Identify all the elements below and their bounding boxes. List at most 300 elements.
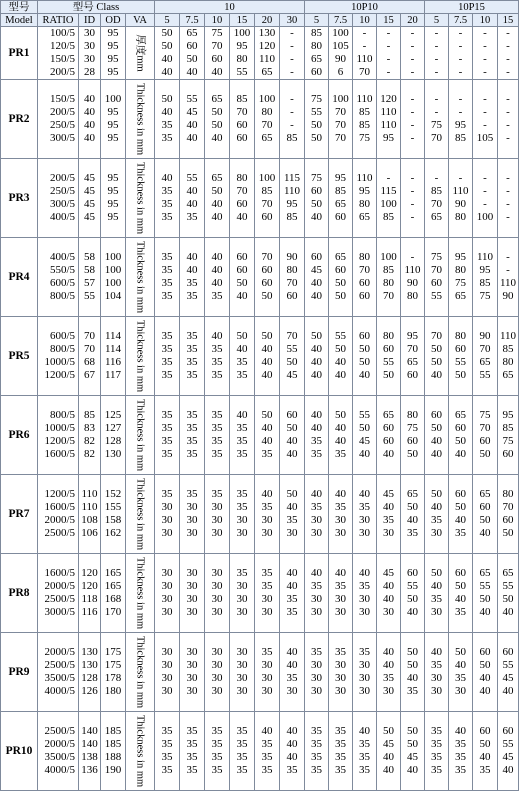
cell-value: 80 <box>455 264 466 276</box>
cell-value: 35 <box>161 330 173 342</box>
cell-value: - <box>434 53 439 65</box>
cell-value: 40 <box>236 343 248 355</box>
cell-value: 40 <box>286 738 298 750</box>
cell-value: 80 <box>359 251 370 263</box>
cell-value: 50 <box>286 356 298 368</box>
cell-value: 175 <box>104 646 122 658</box>
cell-value: 95 <box>383 132 394 144</box>
cell-value: 140 <box>81 738 98 750</box>
thickness-cell <box>180 238 205 317</box>
cell-value: 30 <box>335 593 346 605</box>
thickness-cell <box>377 80 401 159</box>
cell-value: 40 <box>261 725 273 737</box>
cell-value: 35 <box>286 606 298 618</box>
va-thickness-label <box>126 554 155 633</box>
cell-value: 55 <box>502 738 514 750</box>
thickness-cell <box>230 396 255 475</box>
cell-value: - <box>483 185 487 197</box>
cell-value: - <box>483 106 487 118</box>
cell-value: 30 <box>186 606 198 618</box>
cell-value: 28 <box>84 66 95 78</box>
cell-value: 55 <box>84 290 95 302</box>
cell-value: 35 <box>211 488 223 500</box>
cell-value: 50 <box>236 277 248 289</box>
cell-value: - <box>434 106 439 118</box>
model-name: PR9 <box>1 633 38 712</box>
cell-value: 30 <box>161 659 173 671</box>
thickness-cell <box>305 475 329 554</box>
cell-value: 35 <box>161 264 173 276</box>
cell-value: 185 <box>104 738 122 750</box>
cell-value: 30 <box>236 672 248 684</box>
cell-value: 100 <box>332 27 349 39</box>
thickness-cell <box>498 238 519 317</box>
thickness-cell <box>255 633 280 712</box>
thickness-cell <box>425 159 449 238</box>
model-name: PR6 <box>1 396 38 475</box>
cell-value: 83 <box>84 422 95 434</box>
cell-value: 65 <box>335 251 346 263</box>
cell-value: 116 <box>81 606 98 618</box>
thickness-cell <box>180 159 205 238</box>
cell-value: - <box>410 106 415 118</box>
cell-value: - <box>506 172 510 184</box>
cell-value: 60 <box>186 40 198 52</box>
model-group-row <box>1 238 519 317</box>
cell-value: - <box>506 185 510 197</box>
cell-value: 55 <box>359 409 370 421</box>
cell-value: 3500/5 <box>44 672 75 684</box>
cell-value: 85 <box>261 185 273 197</box>
cell-value: 40 <box>455 659 466 671</box>
ratio-cell <box>38 317 79 396</box>
cell-value: 1000/5 <box>44 356 75 368</box>
header-row-en <box>1 14 519 27</box>
thickness-cell <box>255 80 280 159</box>
cell-value: 30 <box>431 527 442 539</box>
cell-value: 110 <box>380 119 397 131</box>
cell-value: 114 <box>104 343 122 355</box>
cell-value: 70 <box>236 185 248 197</box>
thickness-cell <box>205 159 230 238</box>
thickness-cell <box>353 317 377 396</box>
cell-value: 55 <box>502 659 514 671</box>
cell-value: 30 <box>236 606 248 618</box>
model-name: PR2 <box>1 80 38 159</box>
cell-value: 185 <box>104 725 122 737</box>
cell-value: 30 <box>236 646 248 658</box>
cell-value: 35 <box>161 211 173 223</box>
va-thickness-label <box>126 396 155 475</box>
cell-value: - <box>458 106 463 118</box>
thickness-cell <box>280 633 305 712</box>
cell-value: 2500/5 <box>44 593 75 605</box>
cell-value: 150/5 <box>49 93 75 105</box>
cell-value: 165 <box>104 580 122 592</box>
header-ratio-class-cn: 型号 Class <box>38 1 155 14</box>
cell-value: 35 <box>161 119 173 131</box>
cell-value: 35 <box>407 527 418 539</box>
id-cell <box>79 27 101 80</box>
cell-value: 40 <box>84 93 95 105</box>
cell-value: 40 <box>335 369 346 381</box>
cell-value: 60 <box>479 501 491 513</box>
thickness-cell <box>425 554 449 633</box>
thickness-cell <box>180 80 205 159</box>
cell-value: 65 <box>383 409 394 421</box>
cell-value: 35 <box>186 356 198 368</box>
cell-value: - <box>506 198 510 210</box>
thickness-cell <box>425 80 449 159</box>
cell-value: 80 <box>311 40 322 52</box>
cell-value: 30 <box>359 593 370 605</box>
thickness-cell <box>180 633 205 712</box>
cell-value: 55 <box>479 369 491 381</box>
va-thickness-text: Thickness in mm <box>134 240 146 314</box>
cell-value: 50 <box>431 343 442 355</box>
thickness-cell <box>280 396 305 475</box>
cell-value: - <box>483 27 487 39</box>
thickness-cell <box>329 712 353 791</box>
cell-value: 30 <box>261 514 273 526</box>
thickness-cell <box>205 238 230 317</box>
cell-value: 95 <box>107 185 119 197</box>
cell-value: 60 <box>383 343 394 355</box>
cell-value: 65 <box>311 53 322 65</box>
thickness-cell <box>353 475 377 554</box>
cell-value: 30 <box>186 527 198 539</box>
cell-value: 60 <box>236 132 248 144</box>
cell-value: 40 <box>161 53 173 65</box>
cell-value: 35 <box>161 343 173 355</box>
va-thickness-text: 厚度mm <box>134 34 146 72</box>
cell-value: 40 <box>359 369 370 381</box>
cell-value: 50 <box>455 646 466 658</box>
cell-value: - <box>362 27 367 39</box>
cell-value: 35 <box>186 488 198 500</box>
cell-value: 30 <box>211 685 223 697</box>
cell-value: 35 <box>455 527 466 539</box>
thickness-cell <box>280 80 305 159</box>
cell-value: 80 <box>236 172 248 184</box>
cell-value: 95 <box>107 211 119 223</box>
cell-value: 40 <box>455 725 466 737</box>
cell-value: 35 <box>359 751 370 763</box>
cell-value: 100/5 <box>49 27 75 39</box>
cell-value: 40 <box>211 211 223 223</box>
cell-value: 65 <box>407 488 418 500</box>
cell-value: 80 <box>261 106 273 118</box>
cell-value: 110 <box>476 251 494 263</box>
header-class-group: 10P10 <box>305 1 425 14</box>
va-thickness-label <box>126 80 155 159</box>
cell-value: 40 <box>311 290 322 302</box>
od-cell <box>101 317 126 396</box>
cell-value: 30 <box>186 593 198 605</box>
cell-value: 75 <box>211 27 223 39</box>
cell-value: 40 <box>479 751 491 763</box>
cell-value: 40 <box>455 448 466 460</box>
cell-value: 100 <box>332 93 349 105</box>
cell-value: 40 <box>502 764 514 776</box>
cell-value: 30 <box>383 527 394 539</box>
cell-value: 50 <box>211 185 223 197</box>
va-thickness-label <box>126 159 155 238</box>
cell-value: 35 <box>161 448 173 460</box>
cell-value: 55 <box>186 93 198 105</box>
cell-value: 30 <box>161 567 173 579</box>
cell-value: 50 <box>286 488 298 500</box>
cell-value: 600/5 <box>49 277 75 289</box>
cell-value: 120 <box>81 580 98 592</box>
cell-value: 30 <box>261 659 273 671</box>
cell-value: 40 <box>431 501 442 513</box>
cell-value: 45 <box>383 738 394 750</box>
cell-value: 35 <box>335 646 346 658</box>
header-va-value: 10 <box>353 14 377 27</box>
thickness-cell <box>280 475 305 554</box>
va-thickness-label <box>126 317 155 396</box>
cell-value: - <box>434 66 439 78</box>
cell-value: 35 <box>479 764 491 776</box>
cell-value: 50 <box>407 646 418 658</box>
cell-value: 106 <box>81 527 98 539</box>
header-id: ID <box>79 14 101 27</box>
header-va-value: 15 <box>498 14 519 27</box>
cell-value: 800/5 <box>49 343 75 355</box>
thickness-cell <box>377 317 401 396</box>
cell-value: 40 <box>186 132 198 144</box>
cell-value: 300/5 <box>49 198 75 210</box>
thickness-cell <box>180 712 205 791</box>
cell-value: 200/5 <box>49 106 75 118</box>
cell-value: 35 <box>161 277 173 289</box>
cell-value: 70 <box>335 119 346 131</box>
od-cell <box>101 712 126 791</box>
thickness-cell <box>401 712 425 791</box>
cell-value: 130 <box>104 448 122 460</box>
cell-value: 110 <box>356 172 373 184</box>
cell-value: 50 <box>479 593 491 605</box>
thickness-cell <box>305 633 329 712</box>
cell-value: 100 <box>380 198 397 210</box>
cell-value: 40 <box>186 264 198 276</box>
ratio-cell <box>38 396 79 475</box>
cell-value: 158 <box>104 514 122 526</box>
thickness-cell <box>377 27 401 80</box>
cell-value: 35 <box>431 593 442 605</box>
cell-value: 95 <box>107 106 119 118</box>
cell-value: - <box>458 66 463 78</box>
thickness-cell <box>425 475 449 554</box>
cell-value: 155 <box>104 501 122 513</box>
thickness-cell <box>305 317 329 396</box>
cell-value: 35 <box>161 369 173 381</box>
cell-value: 30 <box>359 527 370 539</box>
cell-value: - <box>410 93 415 105</box>
cell-value: 65 <box>261 132 273 144</box>
cell-value: 70 <box>479 343 491 355</box>
thickness-cell <box>498 317 519 396</box>
cell-value: 35 <box>161 764 173 776</box>
cell-value: 35 <box>335 751 346 763</box>
cell-value: 45 <box>359 435 370 447</box>
cell-value: 35 <box>311 501 322 513</box>
cell-value: 45 <box>407 751 418 763</box>
va-thickness-label <box>126 475 155 554</box>
cell-value: 50 <box>455 580 466 592</box>
cell-value: 65 <box>335 198 346 210</box>
cell-value: 110 <box>404 264 421 276</box>
header-va: VA <box>126 14 155 27</box>
cell-value: 40 <box>407 764 418 776</box>
cell-value: 60 <box>211 53 223 65</box>
cell-value: 60 <box>335 211 346 223</box>
header-va-value: 7.5 <box>449 14 473 27</box>
cell-value: 100 <box>104 277 122 289</box>
cell-value: 40 <box>161 106 173 118</box>
cell-value: 35 <box>211 422 223 434</box>
cell-value: 50 <box>186 53 198 65</box>
thickness-cell <box>255 159 280 238</box>
thickness-cell <box>155 475 180 554</box>
thickness-cell <box>473 633 498 712</box>
cell-value: 58 <box>84 251 95 263</box>
cell-value: 40 <box>431 646 442 658</box>
cell-value: 50 <box>335 290 346 302</box>
cell-value: 85 <box>479 277 491 289</box>
od-cell <box>101 396 126 475</box>
cell-value: 40 <box>161 66 173 78</box>
id-cell <box>79 396 101 475</box>
cell-value: 30 <box>161 580 173 592</box>
cell-value: 50 <box>311 119 322 131</box>
cell-value: 50 <box>407 501 418 513</box>
cell-value: 65 <box>455 290 466 302</box>
cell-value: - <box>506 211 510 223</box>
cell-value: 40 <box>383 593 394 605</box>
cell-value: 40 <box>479 685 491 697</box>
cell-value: 40 <box>407 672 418 684</box>
cell-value: 30 <box>311 659 322 671</box>
cell-value: 85 <box>335 185 346 197</box>
cell-value: 65 <box>502 567 514 579</box>
thickness-cell <box>401 27 425 80</box>
thickness-cell <box>449 712 473 791</box>
cell-value: 50 <box>479 448 491 460</box>
cell-value: 35 <box>335 738 346 750</box>
cell-value: 35 <box>261 501 273 513</box>
cell-value: 35 <box>161 751 173 763</box>
cell-value: 40 <box>84 132 95 144</box>
cell-value: 70 <box>479 422 491 434</box>
thickness-cell <box>377 633 401 712</box>
thickness-cell <box>230 633 255 712</box>
cell-value: 100 <box>258 172 276 184</box>
cell-value: 35 <box>211 409 223 421</box>
thickness-cell <box>473 317 498 396</box>
cell-value: 60 <box>236 251 248 263</box>
cell-value: 60 <box>261 277 273 289</box>
od-cell <box>101 27 126 80</box>
thickness-cell <box>473 238 498 317</box>
cell-value: 40 <box>335 435 346 447</box>
cell-value: 35 <box>236 725 248 737</box>
va-thickness-label <box>126 712 155 791</box>
cell-value: 68 <box>84 356 95 368</box>
cell-value: - <box>483 172 487 184</box>
cell-value: 35 <box>359 580 370 592</box>
cell-value: - <box>290 93 294 105</box>
header-va-value: 15 <box>230 14 255 27</box>
cell-value: 50 <box>211 106 223 118</box>
cell-value: 114 <box>104 330 122 342</box>
cell-value: 40 <box>407 606 418 618</box>
cell-value: 50 <box>161 93 173 105</box>
header-od: OD <box>101 14 126 27</box>
cell-value: - <box>434 27 439 39</box>
cell-value: 1600/5 <box>44 448 75 460</box>
cell-value: 35 <box>383 514 394 526</box>
cell-value: 58 <box>84 264 95 276</box>
cell-value: 70 <box>286 330 298 342</box>
cell-value: 108 <box>81 514 98 526</box>
thickness-cell <box>377 159 401 238</box>
cell-value: 35 <box>186 448 198 460</box>
cell-value: 95 <box>107 119 119 131</box>
thickness-cell <box>305 396 329 475</box>
cell-value: 40 <box>383 764 394 776</box>
cell-value: 60 <box>455 567 466 579</box>
cell-value: 95 <box>286 198 298 210</box>
cell-value: 2500/5 <box>44 659 75 671</box>
cell-value: 45 <box>502 751 514 763</box>
cell-value: 30 <box>383 606 394 618</box>
cell-value: 30 <box>211 646 223 658</box>
thickness-cell <box>425 396 449 475</box>
thickness-cell <box>155 633 180 712</box>
cell-value: 65 <box>211 93 223 105</box>
cell-value: 30 <box>311 606 322 618</box>
cell-value: 1600/5 <box>44 501 75 513</box>
cell-value: 40 <box>335 488 346 500</box>
cell-value: 110 <box>283 185 301 197</box>
cell-value: 30 <box>211 514 223 526</box>
cell-value: 30 <box>236 659 248 671</box>
cell-value: - <box>410 66 415 78</box>
cell-value: 65 <box>431 211 442 223</box>
thickness-cell <box>449 27 473 80</box>
cell-value: 35 <box>161 738 173 750</box>
ratio-cell <box>38 27 79 80</box>
cell-value: 85 <box>502 422 514 434</box>
thickness-cell <box>230 317 255 396</box>
cell-value: 45 <box>383 567 394 579</box>
ratio-cell <box>38 554 79 633</box>
cell-value: 35 <box>335 580 346 592</box>
cell-value: 67 <box>84 369 95 381</box>
cell-value: 60 <box>502 514 514 526</box>
cell-value: 75 <box>502 435 514 447</box>
cell-value: 162 <box>104 527 122 539</box>
cell-value: 50 <box>236 330 248 342</box>
cell-value: 95 <box>107 53 119 65</box>
cell-value: 85 <box>502 343 514 355</box>
thickness-cell <box>401 159 425 238</box>
cell-value: 40 <box>431 448 442 460</box>
cell-value: 75 <box>431 251 442 263</box>
cell-value: - <box>434 40 439 52</box>
